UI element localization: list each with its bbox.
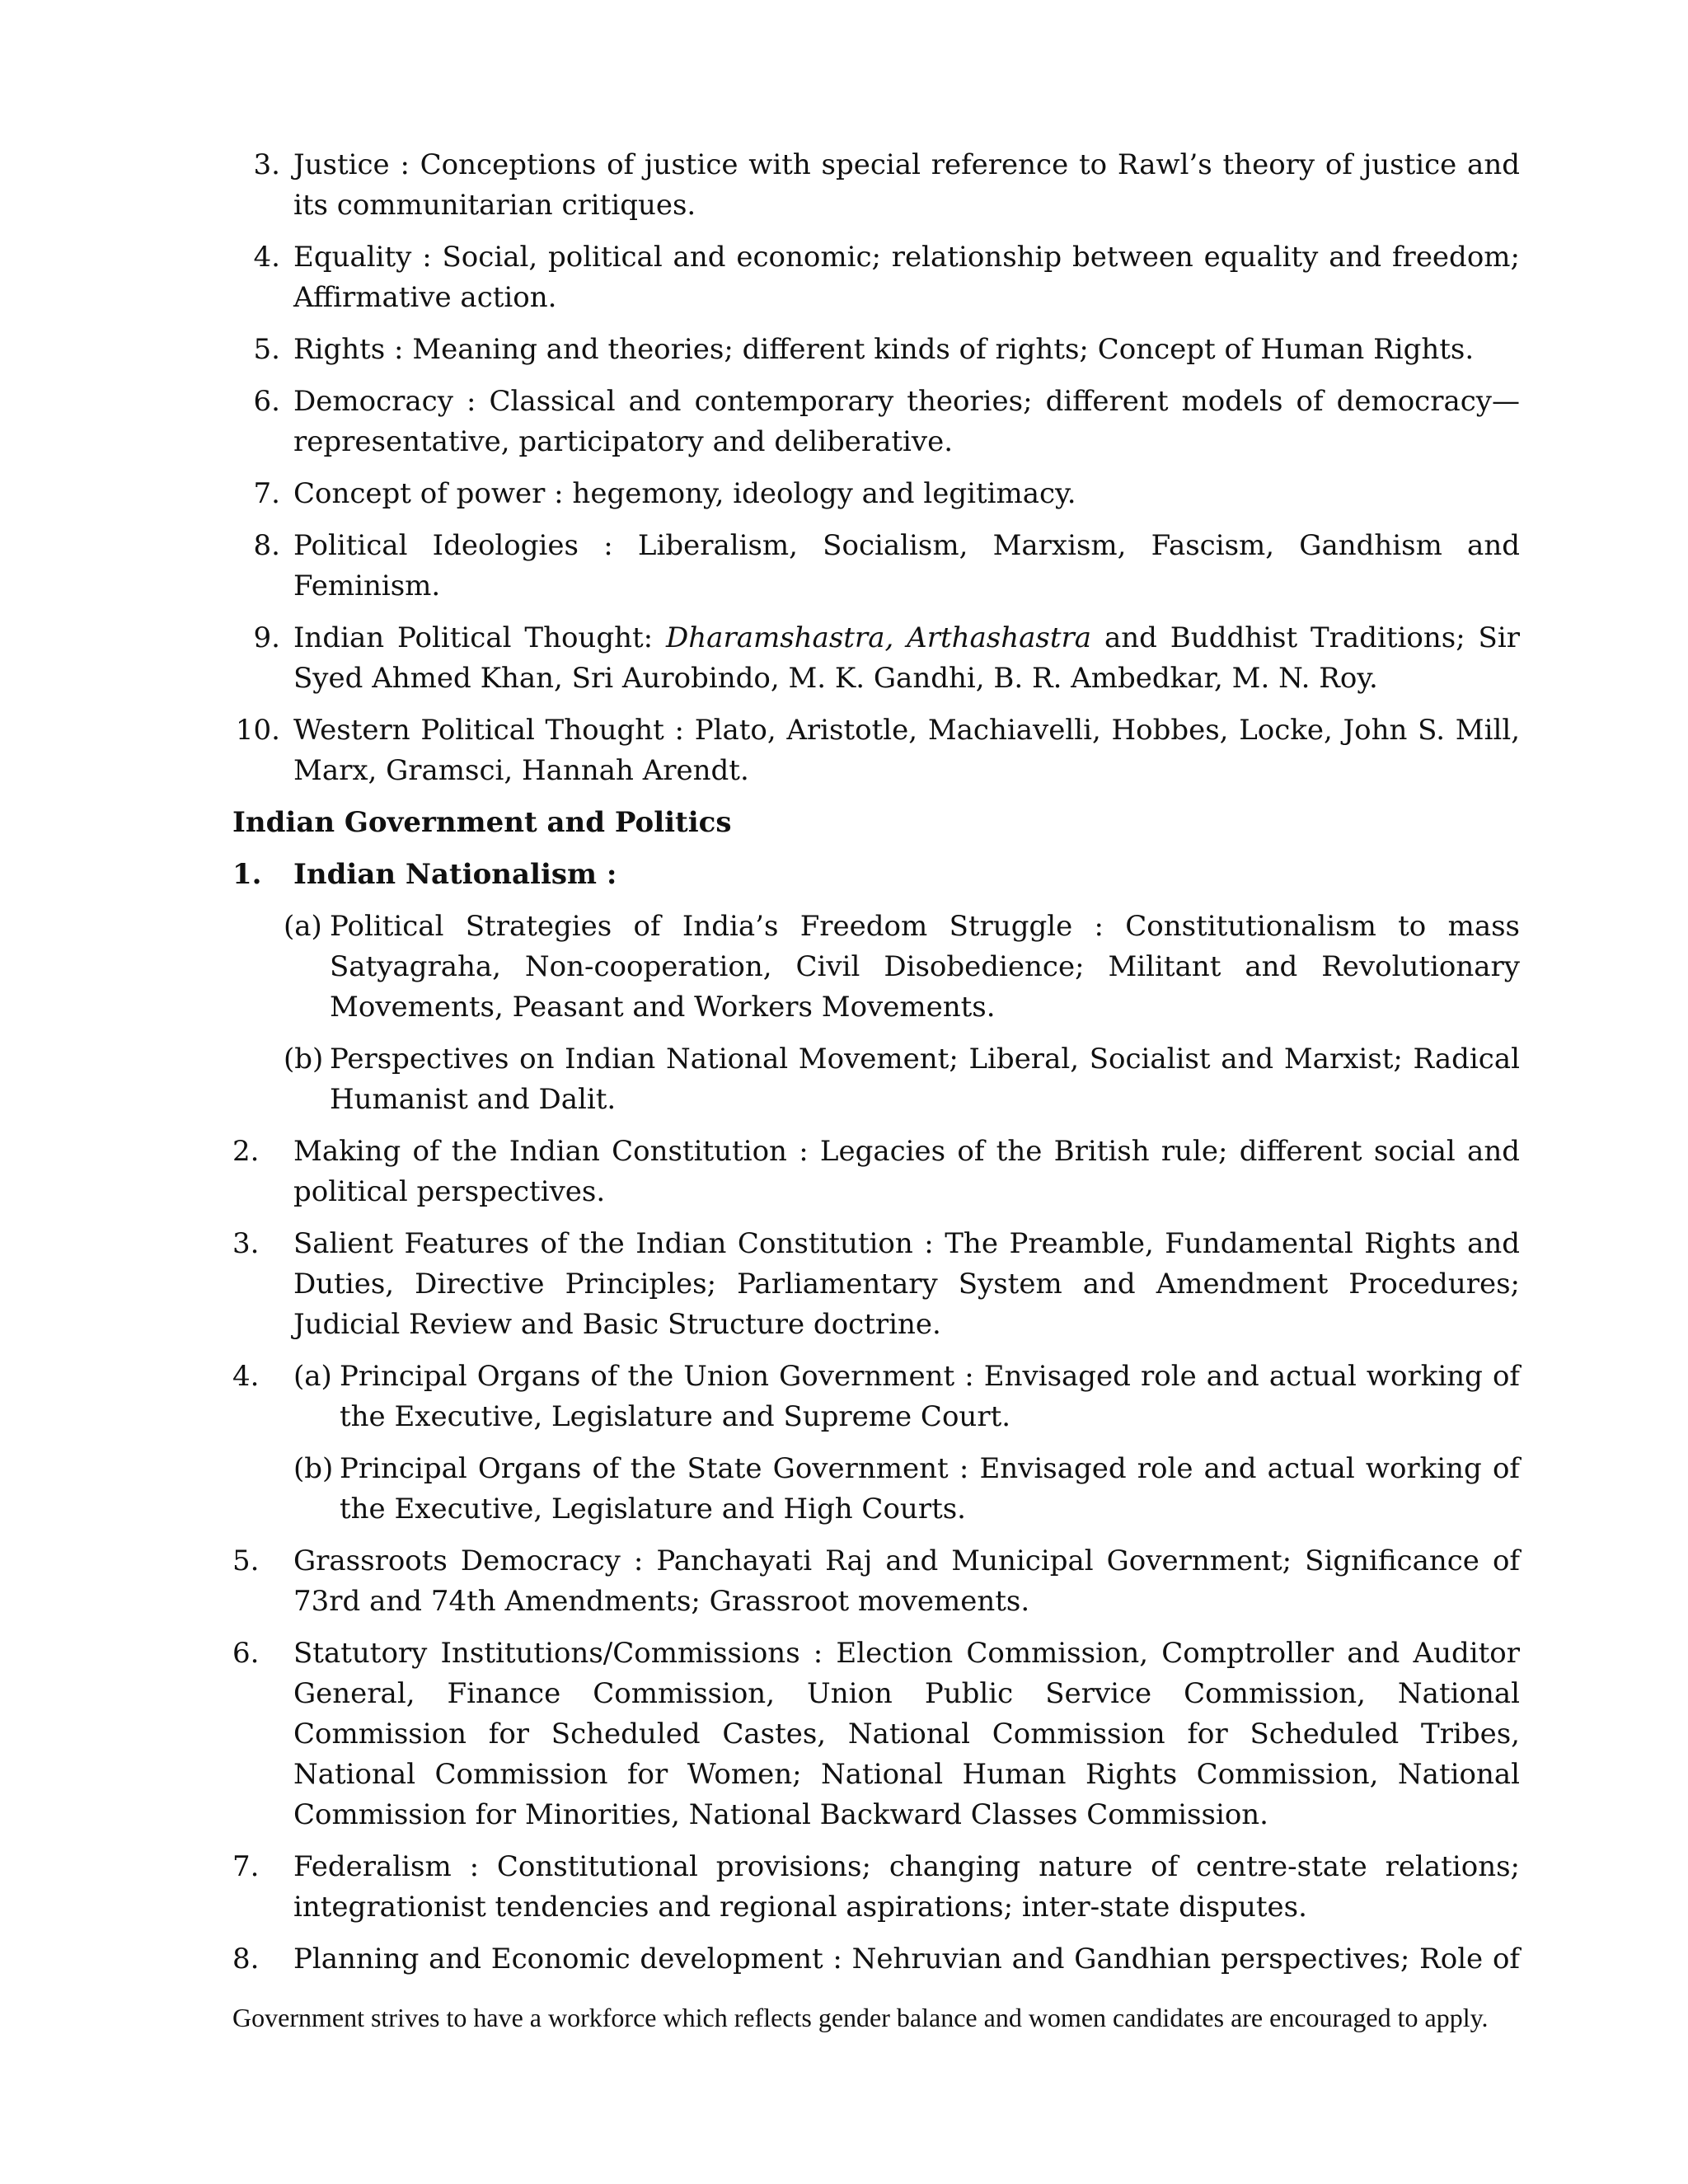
item-number: 3. — [253, 148, 280, 181]
item-text: Justice : Conceptions of justice with special reference to Rawl’s theory of justice and its communitarian critiques. — [293, 148, 1520, 222]
item-text: Political Ideologies : Liberalism, Socialism, Marxism, Fascism, Gandhism and Feminism. — [293, 529, 1520, 602]
sub-item — [284, 907, 1520, 1028]
sub-item-text: Principal Organs of the State Government : Envisaged role and actual working of the Executive, Legislature and High Courts. — [340, 1452, 1520, 1526]
item-text: Western Political Thought : Plato, Aristotle, Machiavelli, Hobbes, Locke, John S. Mill, Marx, Gramsci, Hannah Arendt. — [293, 714, 1520, 787]
section-heading: Indian Government and Politics — [232, 806, 732, 839]
item-text: Salient Features of the Indian Constitution : The Preamble, Fundamental Rights and Duties, Directive Principles; Parliamentary System and Amendment Procedures; Judicial Review and Basic Structure doctrine. — [293, 1227, 1520, 1341]
item-text: Rights : Meaning and theories; different kinds of rights; Concept of Human Rights. — [293, 333, 1475, 366]
item-text-tail: and Buddhist Traditions; Sir Syed Ahmed Khan, Sri Aurobindo, M. K. Gandhi, B. R. Ambedkar, M. N. Roy. — [293, 621, 1520, 695]
list-item — [232, 855, 1520, 895]
item-number: 2. — [232, 1135, 260, 1168]
item-subitems — [293, 1357, 1520, 1530]
item-number: 6. — [232, 1637, 260, 1670]
item-text: Federalism : Constitutional provisions; changing nature of centre-state relations; integrationist tendencies and regional aspirations; inter-state disputes. — [293, 1850, 1520, 1924]
sub-item-label: (b) — [293, 1452, 334, 1485]
list-item — [232, 526, 1520, 607]
list-item — [232, 145, 1520, 226]
item-number: 9. — [253, 621, 280, 654]
item-number: 7. — [232, 1850, 260, 1883]
list-item — [232, 1633, 1520, 1835]
sub-item-text: Political Strategies of India’s Freedom Struggle : Constitutionalism to mass Satyagraha, Non-cooperation, Civil Disobedience; Militant and Revolutionary Movements, Peasant and Workers Movements. — [330, 910, 1520, 1024]
list-item — [232, 1357, 1520, 1530]
item-number: 10. — [235, 714, 280, 747]
list-item — [232, 1132, 1520, 1212]
list-item — [232, 382, 1520, 462]
sub-item — [293, 1449, 1520, 1530]
item-text: Democracy : Classical and contemporary theories; different models of democracy—representative, participatory and deliberative. — [293, 385, 1520, 458]
item-text: Concept of power : hegemony, ideology and legitimacy. — [293, 477, 1076, 510]
sub-item — [284, 1039, 1520, 1120]
item-title: Indian Nationalism : — [293, 858, 617, 891]
syllabus-content — [232, 145, 1520, 1991]
item-number: 7. — [253, 477, 280, 510]
sub-item — [293, 1357, 1520, 1437]
sub-item-text: Principal Organs of the Union Government : Envisaged role and actual working of the Executive, Legislature and Supreme Court. — [340, 1360, 1520, 1433]
item-number: 4. — [253, 241, 280, 274]
list-item — [232, 1939, 1520, 1980]
item-number: 1. — [232, 858, 262, 891]
list-item — [232, 237, 1520, 318]
item-text — [293, 618, 1520, 699]
list-item — [232, 330, 1520, 370]
list-item — [232, 1224, 1520, 1345]
item-number: 8. — [253, 529, 280, 562]
sub-item-label: (b) — [284, 1043, 324, 1076]
item-text-italic: Dharamshastra, Arthashastra — [666, 621, 1092, 654]
item-text: Planning and Economic development : Nehruvian and Gandhian perspectives; Role of — [293, 1943, 1520, 1975]
list-item — [232, 710, 1520, 791]
list-item — [232, 1847, 1520, 1928]
item-text: Making of the Indian Constitution : Legacies of the British rule; different social and political perspectives. — [293, 1135, 1520, 1208]
item-number: 6. — [253, 385, 280, 418]
list-item — [232, 1541, 1520, 1622]
item-text: Equality : Social, political and economic; relationship between equality and freedom; Affirmative action. — [293, 241, 1520, 314]
sub-item-label: (a) — [284, 910, 322, 943]
sub-item-label: (a) — [293, 1360, 332, 1393]
item-text: Statutory Institutions/Commissions : Election Commission, Comptroller and Auditor General, Finance Commission, Union Public Service Commission, National Commission for Scheduled Castes, National Commission for Scheduled Tribes, National Commission for Women; National Human Rights Commission, National Commission for Minorities, National Backward Classes Commission. — [293, 1637, 1520, 1831]
list-item — [232, 618, 1520, 699]
item-number: 4. — [232, 1360, 260, 1393]
sub-item-text: Perspectives on Indian National Movement; Liberal, Socialist and Marxist; Radical Humanist and Dalit. — [330, 1043, 1520, 1116]
item-number: 3. — [232, 1227, 260, 1260]
item-text: Grassroots Democracy : Panchayati Raj and Municipal Government; Significance of 73rd and 74th Amendments; Grassroot movements. — [293, 1544, 1520, 1618]
page-footer: Government strives to have a workforce which reflects gender balance and women candidates are encouraged to apply. — [232, 2003, 1489, 2032]
item-text-lead: Indian Political Thought: — [293, 621, 667, 654]
item-number: 5. — [232, 1544, 260, 1577]
item-number: 5. — [253, 333, 280, 366]
list-item — [232, 474, 1520, 514]
item-number: 8. — [232, 1943, 260, 1975]
